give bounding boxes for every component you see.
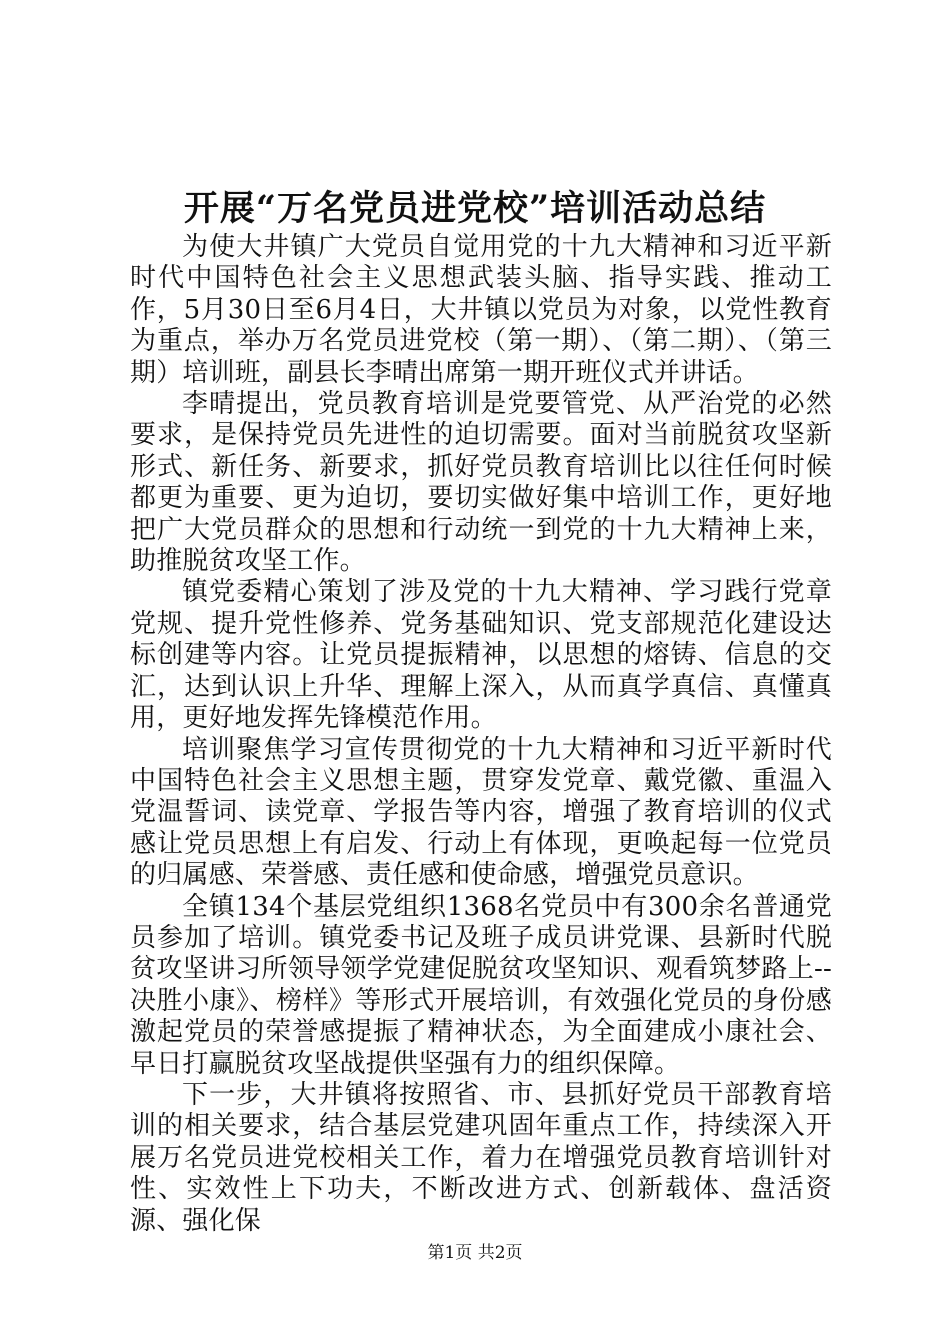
page-footer: 第1页 共2页 <box>427 1243 523 1263</box>
paragraph-5: 全镇134个基层党组织1368名党员中有300余名普通党员参加了培训。镇党委书记及班子成员讲党课、县新时代脱贫攻坚讲习所领导领学党建促脱贫攻坚知识、观看筑梦路上--决胜小康》、榜样》等形式开展培训，有效强化党员的身份感激起党员的荣誉感提振了精神状态，为全面建成小康社会、早日打赢脱贫攻坚战提供坚强有力的组织保障。 <box>130 891 832 1079</box>
paragraph-3: 镇党委精心策划了涉及党的十九大精神、学习践行党章党规、提升党性修养、党务基础知识、党支部规范化建设达标创建等内容。让党员提振精神，以思想的熔铸、信息的交汇，达到认识上升华、理解上深入，从而真学真信、真懂真用，更好地发挥先锋模范作用。 <box>130 577 832 734</box>
paragraph-6: 下一步，大井镇将按照省、市、县抓好党员干部教育培训的相关要求，结合基层党建巩固年重点工作，持续深入开展万名党员进党校相关工作，着力在增强党员教育培训针对性、实效性上下功夫，不断改进方式、创新载体、盘活资源、强化保 <box>130 1079 832 1236</box>
paragraph-4: 培训聚焦学习宣传贯彻党的十九大精神和习近平新时代中国特色社会主义思想主题，贯穿发党章、戴党徽、重温入党温誓词、读党章、学报告等内容，增强了教育培训的仪式感让党员思想上有启发、行动上有体现，更唤起每一位党员的归属感、荣誉感、责任感和使命感，增强党员意识。 <box>130 734 832 891</box>
paragraph-2: 李晴提出，党员教育培训是党要管党、从严治党的必然要求，是保持党员先进性的迫切需要。面对当前脱贫攻坚新形式、新任务、新要求，抓好党员教育培训比以往任何时候都更为重要、更为迫切，要切实做好集中培训工作，更好地把广大党员群众的思想和行动统一到党的十九大精神上来，助推脱贫攻坚工作。 <box>130 389 832 577</box>
document-title: 开展“万名党员进党校”培训活动总结 <box>183 188 767 229</box>
paragraph-1: 为使大井镇广大党员自觉用党的十九大精神和习近平新时代中国特色社会主义思想武装头脑、指导实践、推动工作，5月30日至6月4日，大井镇以党员为对象，以党性教育为重点，举办万名党员进党校（第一期）、（第二期）、（第三期）培训班，副县长李晴出席第一期开班仪式并讲话。 <box>130 232 832 388</box>
document-body <box>130 232 832 1237</box>
